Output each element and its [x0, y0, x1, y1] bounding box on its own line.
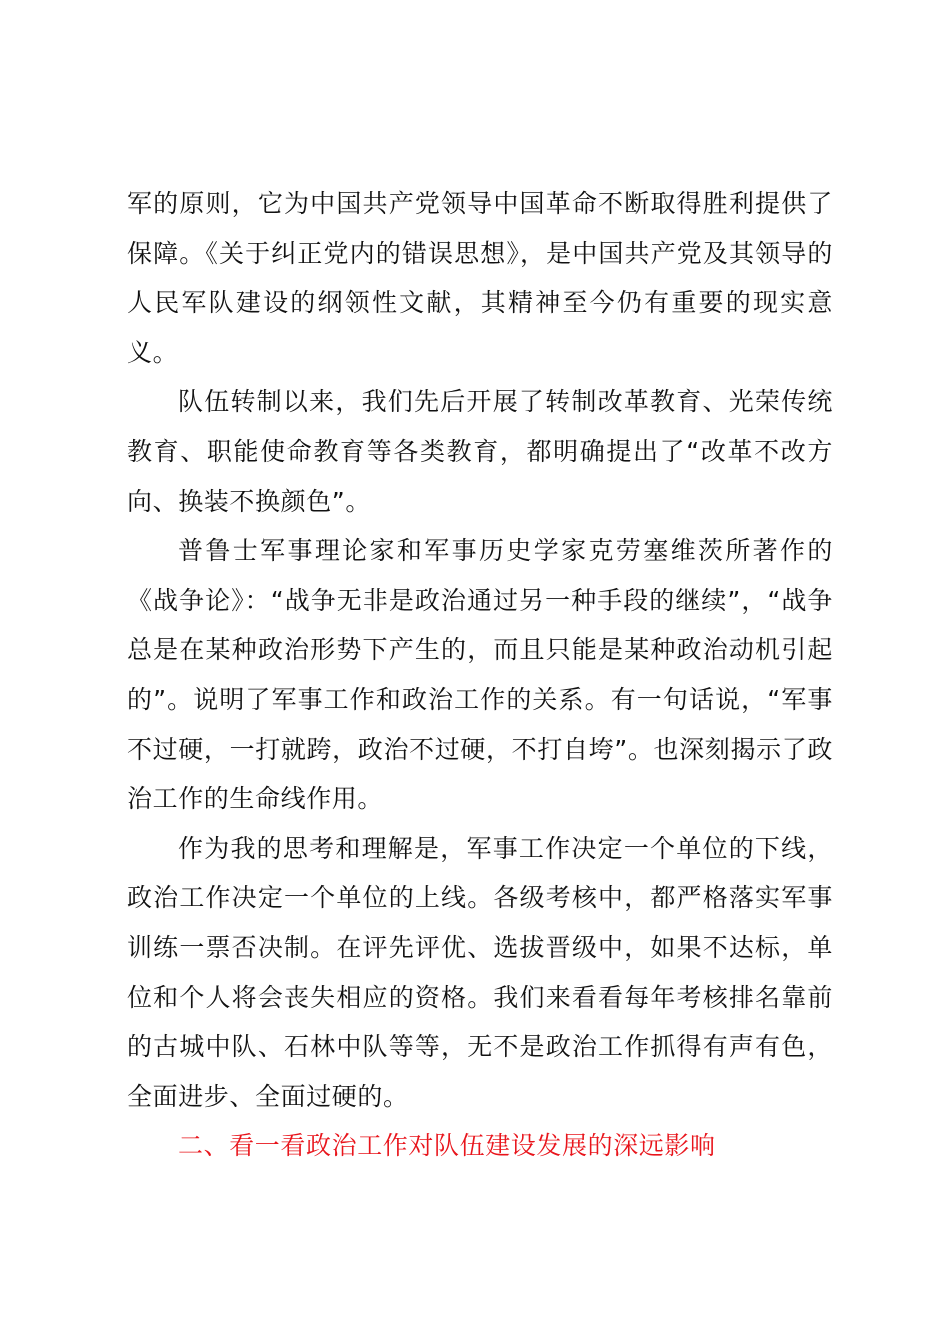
section-heading: 二、看一看政治工作对队伍建设发展的深远影响: [178, 1131, 716, 1161]
paragraph-3: 普鲁士军事理论家和军事历史学家克劳塞维茨所著作的《战争论》：“战争无非是政治通过另一种手段的继续”，“战争总是在某种政治形势下产生的，而且只能是某种政治动机引起的”。说明了军事工作和政治工作的关系。有一句话说，“军事不过硬，一打就跨，政治不过硬，不打自垮”。也深刻揭示了政治工作的生命线作用。: [127, 536, 833, 814]
document-page: [127, 179, 833, 1171]
paragraph-4: 作为我的思考和理解是，军事工作决定一个单位的下线，政治工作决定一个单位的上线。各级考核中，都严格落实军事训练一票否决制。在评先评优、选拔晋级中，如果不达标，单位和个人将会丧失相应的资格。我们来看看每年考核排名靠前的古城中队、石林中队等等，无不是政治工作抓得有声有色，全面进步、全面过硬的。: [127, 833, 833, 1111]
paragraph-1: 军的原则，它为中国共产党领导中国革命不断取得胜利提供了保障。《关于纠正党内的错误思想》，是中国共产党及其领导的人民军队建设的纲领性文献，其精神至今仍有重要的现实意义。: [127, 189, 833, 367]
paragraph-2: 队伍转制以来，我们先后开展了转制改革教育、光荣传统教育、职能使命教育等各类教育，都明确提出了“改革不改方向、换装不换颜色”。: [127, 387, 833, 516]
